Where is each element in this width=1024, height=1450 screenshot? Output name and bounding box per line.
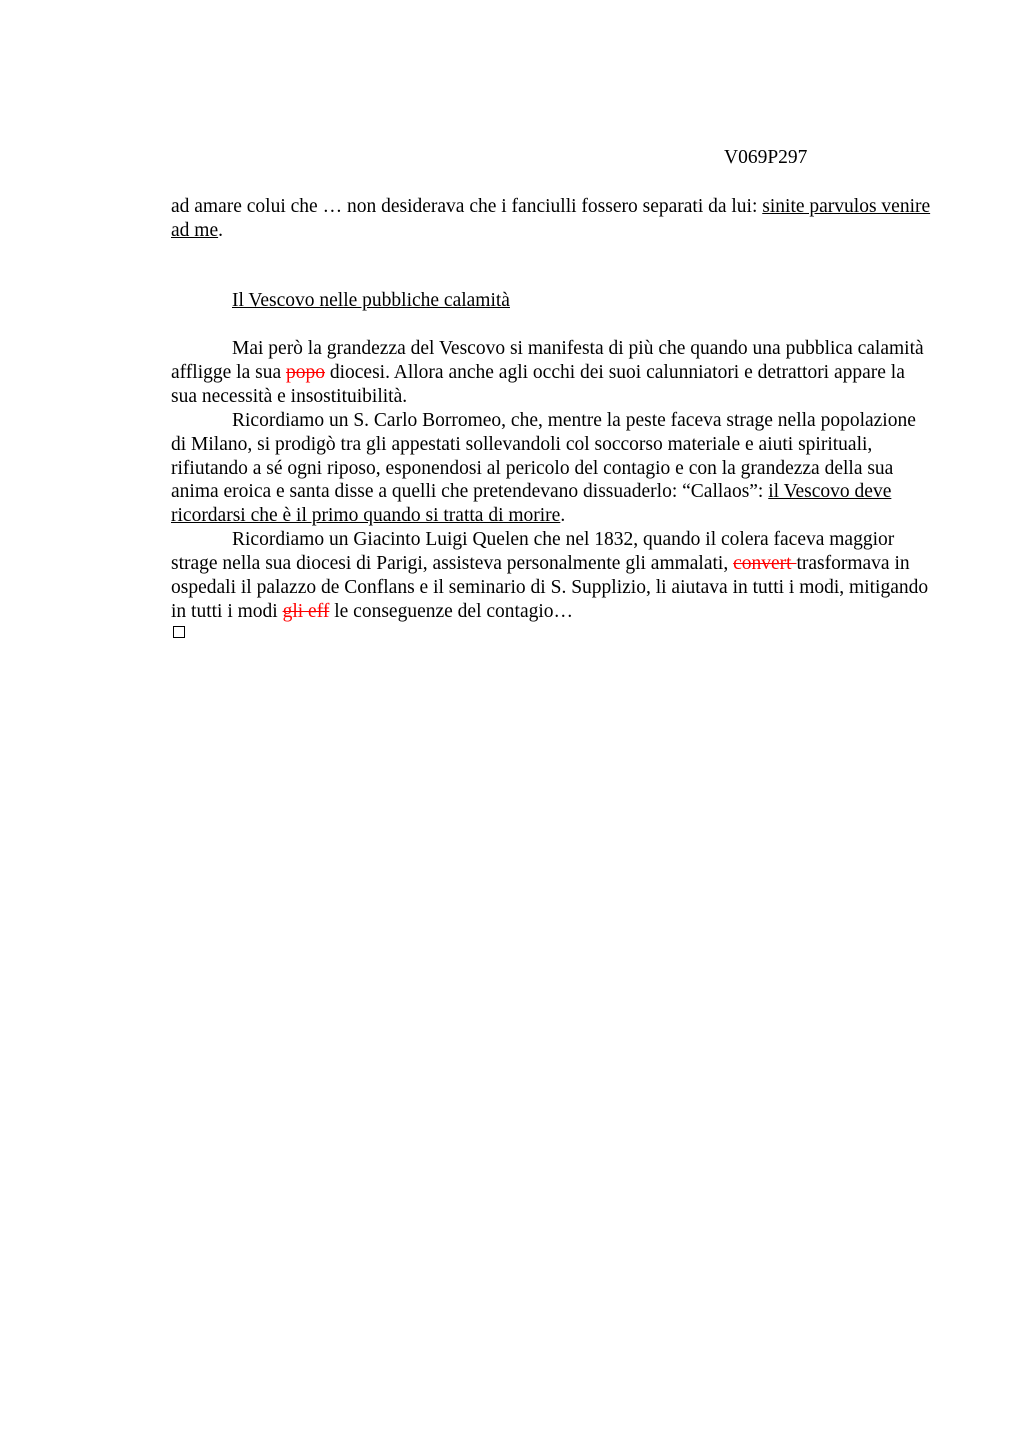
intro-end: . — [218, 219, 223, 241]
deleted-word: convert — [733, 553, 797, 575]
paragraph-1 — [171, 337, 931, 409]
page-id: V069P297 — [724, 147, 808, 168]
paragraph-2 — [171, 409, 931, 529]
paragraph-3-text-c: le conseguenze del contagio… — [329, 600, 574, 622]
paragraph-2-text-a: Ricordiamo un S. Carlo Borromeo, che, mentre la peste faceva strage nella popolazione di Milano, si prodigò tra gli appestati sollevandoli col soccorso materiale e aiuti spirituali, rifiutando a sé ogni riposo, esponendosi al pericolo del contagio e con la grandezza della sua anima eroica e santa disse a quelli che pretendevano dissuaderlo: “Callaos”: — [171, 409, 916, 503]
deleted-word: popo — [285, 361, 325, 383]
paragraph-3-text-b: trasformava in ospedali il palazzo de Conflans e il seminario di S. Supplizio, li aiutava in tutti i modi, mitigando in tutti i modi — [171, 553, 929, 622]
paragraph-3-text-a: Ricordiamo un Giacinto Luigi Quelen che nel 1832, quando il colera faceva maggior strage nella sua diocesi di Parigi, assisteva personalmente gli ammalati, — [171, 529, 895, 575]
end-marker-box — [173, 626, 185, 638]
paragraph-2-end: . — [560, 505, 566, 527]
intro-paragraph — [171, 195, 931, 243]
paragraph-1-text-b: diocesi. Allora anche agli occhi dei suoi calunniatori e detrattori appare la sua necessità e insostituibilità. — [171, 361, 905, 407]
deleted-word: gli eff — [282, 600, 330, 622]
body-text — [171, 337, 931, 624]
intro-text: ad amare colui che … non desiderava che i fanciulli fossero separati da lui: — [171, 196, 763, 217]
intro-quote: sinite parvulos venire ad me — [171, 196, 931, 241]
paragraph-2-quote: il Vescovo deve ricordarsi che è il primo quando si tratta di morire — [171, 481, 892, 527]
section-heading: Il Vescovo nelle pubbliche calamità — [232, 290, 510, 311]
paragraph-3 — [171, 528, 931, 624]
paragraph-1-text-a: Mai però la grandezza del Vescovo si manifesta di più che quando una pubblica calamità affligge la sua — [171, 338, 924, 383]
